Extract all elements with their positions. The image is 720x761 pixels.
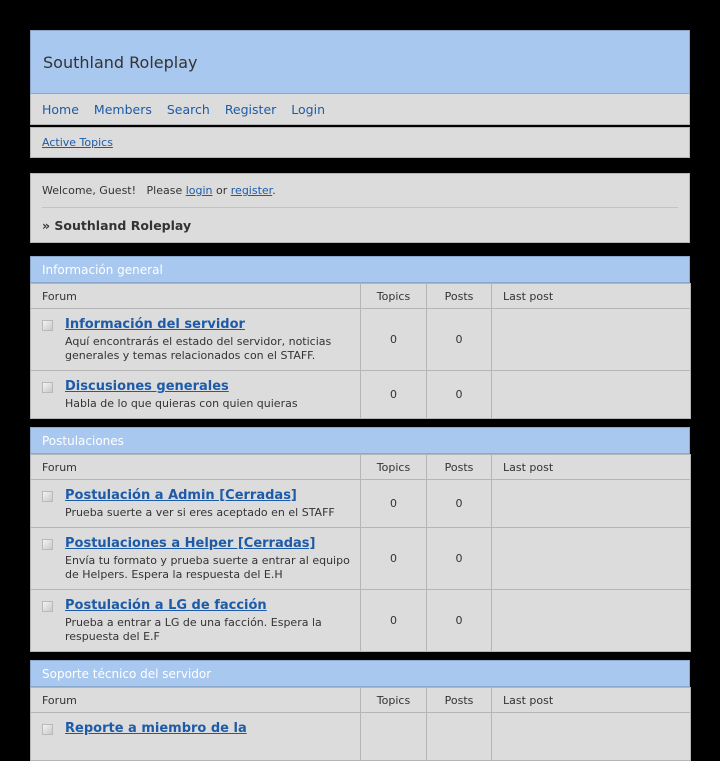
board-header [30, 30, 690, 94]
forum-cell [31, 480, 361, 528]
forum-description: Prueba suerte a ver si eres aceptado en el STAFF [65, 506, 335, 519]
page [30, 30, 690, 761]
welcome-line [42, 174, 678, 207]
column-topics: Topics [361, 284, 427, 309]
category-title: Postulaciones [30, 427, 690, 454]
forum-row [31, 371, 691, 419]
table-header-row [31, 284, 691, 309]
last-post [492, 528, 691, 590]
forum-status-icon [42, 539, 53, 550]
forum-cell [31, 528, 361, 590]
category-title: Soporte técnico del servidor [30, 660, 690, 687]
active-topics-link[interactable]: Active Topics [42, 136, 113, 149]
main-nav [30, 94, 690, 125]
column-forum: Forum [31, 688, 361, 713]
forum-table [30, 454, 691, 652]
column-posts: Posts [427, 688, 492, 713]
forum-cell [31, 371, 361, 419]
category-informacion-general [30, 256, 690, 419]
period-text: . [272, 184, 276, 197]
forum-row [31, 590, 691, 652]
forum-table [30, 687, 691, 761]
forum-status-icon [42, 601, 53, 612]
topic-count: 0 [361, 590, 427, 652]
column-forum: Forum [31, 455, 361, 480]
nav-members[interactable]: Members [93, 101, 152, 117]
category-postulaciones [30, 427, 690, 652]
sub-nav [30, 127, 690, 158]
topic-count: 0 [361, 371, 427, 419]
welcome-box [30, 173, 690, 243]
table-header-row [31, 455, 691, 480]
post-count: 0 [427, 309, 492, 371]
forum-row [31, 480, 691, 528]
post-count: 0 [427, 480, 492, 528]
forum-cell [31, 309, 361, 371]
table-header-row [31, 688, 691, 713]
forum-link[interactable]: Reporte a miembro de la [65, 721, 247, 736]
forum-status-icon [42, 382, 53, 393]
forum-description: Aquí encontrarás el estado del servidor, noticias generales y temas relacionados con el STAFF. [65, 335, 332, 362]
nav-search[interactable]: Search [166, 101, 210, 117]
forum-link[interactable]: Postulación a LG de facción [65, 598, 267, 613]
forum-row [31, 528, 691, 590]
topic-count: 0 [361, 480, 427, 528]
board-title[interactable]: Southland Roleplay [43, 52, 198, 72]
category-title: Información general [30, 256, 690, 283]
welcome-text: Welcome, Guest! Please [42, 184, 186, 197]
topic-count: 0 [361, 528, 427, 590]
forum-description: Prueba a entrar a LG de una facción. Espera la respuesta del E.F [65, 616, 322, 643]
column-topics: Topics [361, 688, 427, 713]
post-count: 0 [427, 371, 492, 419]
nav-login[interactable]: Login [291, 101, 326, 117]
column-last-post: Last post [492, 284, 691, 309]
post-count: 0 [427, 590, 492, 652]
nav-home[interactable]: Home [42, 101, 79, 117]
forum-status-icon [42, 724, 53, 735]
breadcrumb: » Southland Roleplay [42, 218, 192, 233]
forum-link[interactable]: Postulación a Admin [Cerradas] [65, 488, 297, 503]
or-text: or [212, 184, 231, 197]
column-posts: Posts [427, 284, 492, 309]
forum-row [31, 309, 691, 371]
forum-description: Envía tu formato y prueba suerte a entrar al equipo de Helpers. Espera la respuesta del E.H [65, 554, 350, 581]
topic-count: 0 [361, 309, 427, 371]
forum-link[interactable]: Discusiones generales [65, 379, 229, 394]
forum-cell [31, 590, 361, 652]
column-posts: Posts [427, 455, 492, 480]
login-link[interactable]: login [185, 184, 213, 197]
forum-link[interactable]: Información del servidor [65, 317, 245, 332]
column-topics: Topics [361, 455, 427, 480]
column-last-post: Last post [492, 455, 691, 480]
forum-status-icon [42, 320, 53, 331]
last-post [492, 480, 691, 528]
last-post [492, 590, 691, 652]
category-soporte-tecnico [30, 660, 690, 761]
forum-description: Habla de lo que quieras con quien quieras [65, 397, 298, 410]
forum-link[interactable]: Postulaciones a Helper [Cerradas] [65, 536, 316, 551]
post-count: 0 [427, 528, 492, 590]
nav-register[interactable]: Register [224, 101, 277, 117]
column-last-post: Last post [492, 688, 691, 713]
register-link[interactable]: register [230, 184, 273, 197]
last-post [492, 371, 691, 419]
forum-table [30, 283, 691, 419]
forum-status-icon [42, 491, 53, 502]
column-forum: Forum [31, 284, 361, 309]
last-post [492, 309, 691, 371]
